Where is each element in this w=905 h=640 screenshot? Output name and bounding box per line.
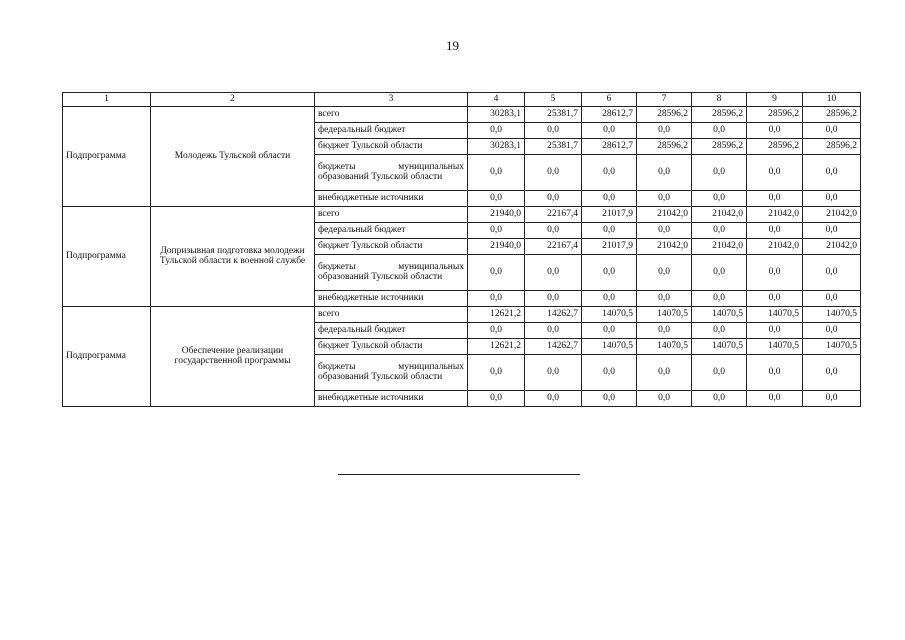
amount-cell: 0,0 <box>637 354 692 390</box>
amount-cell: 0,0 <box>468 122 525 138</box>
signature-line <box>338 474 580 475</box>
amount-cell: 0,0 <box>468 322 525 338</box>
amount-cell: 30283,1 <box>468 138 525 154</box>
amount-cell: 28596,2 <box>692 138 747 154</box>
amount-cell: 0,0 <box>637 154 692 190</box>
amount-cell: 0,0 <box>582 390 637 406</box>
funding-source: федеральный бюджет <box>315 222 468 238</box>
funding-source: всего <box>315 306 468 322</box>
amount-cell: 0,0 <box>468 254 525 290</box>
amount-cell: 0,0 <box>637 390 692 406</box>
amount-cell: 21940,0 <box>468 238 525 254</box>
amount-cell: 0,0 <box>803 322 861 338</box>
amount-cell: 0,0 <box>803 354 861 390</box>
section-kind: Подпрограмма <box>63 106 151 206</box>
funding-source: всего <box>315 206 468 222</box>
amount-cell: 0,0 <box>525 254 582 290</box>
amount-cell: 14070,5 <box>803 338 861 354</box>
amount-cell: 14070,5 <box>747 338 803 354</box>
amount-cell: 14070,5 <box>747 306 803 322</box>
column-header: 7 <box>637 93 692 107</box>
amount-cell: 22167,4 <box>525 206 582 222</box>
funding-source: бюджет Тульской области <box>315 138 468 154</box>
amount-cell: 0,0 <box>747 154 803 190</box>
amount-cell: 28596,2 <box>803 138 861 154</box>
amount-cell: 0,0 <box>692 290 747 306</box>
amount-cell: 21042,0 <box>747 206 803 222</box>
section-name: Обеспечение реализации государственной программы <box>151 306 315 406</box>
amount-cell: 0,0 <box>803 390 861 406</box>
amount-cell: 0,0 <box>803 254 861 290</box>
funding-source: внебюджетные источники <box>315 190 468 206</box>
amount-cell: 0,0 <box>747 354 803 390</box>
page-number: 19 <box>446 38 459 53</box>
amount-cell: 30283,1 <box>468 106 525 122</box>
amount-cell: 0,0 <box>525 322 582 338</box>
amount-cell: 21017,9 <box>582 238 637 254</box>
amount-cell: 14070,5 <box>692 338 747 354</box>
amount-cell: 21042,0 <box>692 206 747 222</box>
amount-cell: 0,0 <box>637 122 692 138</box>
amount-cell: 0,0 <box>582 354 637 390</box>
column-header: 3 <box>315 93 468 107</box>
amount-cell: 0,0 <box>637 222 692 238</box>
amount-cell: 0,0 <box>525 390 582 406</box>
amount-cell: 21042,0 <box>747 238 803 254</box>
funding-source: бюджет Тульской области <box>315 338 468 354</box>
funding-source: бюджеты муниципальных образований Тульской области <box>315 354 468 390</box>
amount-cell: 0,0 <box>692 222 747 238</box>
section-name: Допризывная подготовка молодежи Тульской области к военной службе <box>151 206 315 306</box>
section-kind: Подпрограмма <box>63 206 151 306</box>
column-number-row <box>63 93 861 107</box>
column-header: 4 <box>468 93 525 107</box>
amount-cell: 0,0 <box>468 290 525 306</box>
amount-cell: 21042,0 <box>637 206 692 222</box>
amount-cell: 0,0 <box>525 122 582 138</box>
funding-source: федеральный бюджет <box>315 122 468 138</box>
amount-cell: 0,0 <box>468 390 525 406</box>
amount-cell: 28596,2 <box>692 106 747 122</box>
column-header: 10 <box>803 93 861 107</box>
section-kind: Подпрограмма <box>63 306 151 406</box>
amount-cell: 28612,7 <box>582 106 637 122</box>
table-row <box>63 206 861 222</box>
amount-cell: 28596,2 <box>747 106 803 122</box>
amount-cell: 28612,7 <box>582 138 637 154</box>
amount-cell: 14070,5 <box>637 338 692 354</box>
amount-cell: 0,0 <box>582 322 637 338</box>
funding-source: бюджеты муниципальных образований Тульской области <box>315 254 468 290</box>
amount-cell: 25381,7 <box>525 138 582 154</box>
amount-cell: 25381,7 <box>525 106 582 122</box>
amount-cell: 0,0 <box>582 190 637 206</box>
amount-cell: 0,0 <box>637 290 692 306</box>
amount-cell: 0,0 <box>803 122 861 138</box>
amount-cell: 21042,0 <box>803 238 861 254</box>
amount-cell: 0,0 <box>803 222 861 238</box>
amount-cell: 0,0 <box>637 322 692 338</box>
amount-cell: 14070,5 <box>692 306 747 322</box>
amount-cell: 0,0 <box>525 154 582 190</box>
funding-source: всего <box>315 106 468 122</box>
column-header: 6 <box>582 93 637 107</box>
budget-table <box>62 92 861 407</box>
amount-cell: 0,0 <box>747 322 803 338</box>
amount-cell: 0,0 <box>468 154 525 190</box>
amount-cell: 0,0 <box>582 254 637 290</box>
amount-cell: 0,0 <box>692 122 747 138</box>
funding-source: бюджет Тульской области <box>315 238 468 254</box>
amount-cell: 0,0 <box>692 154 747 190</box>
amount-cell: 0,0 <box>692 322 747 338</box>
amount-cell: 21940,0 <box>468 206 525 222</box>
funding-source: внебюджетные источники <box>315 290 468 306</box>
amount-cell: 0,0 <box>525 290 582 306</box>
amount-cell: 0,0 <box>747 254 803 290</box>
amount-cell: 12621,2 <box>468 338 525 354</box>
amount-cell: 21017,9 <box>582 206 637 222</box>
section-name: Молодежь Тульской области <box>151 106 315 206</box>
amount-cell: 14262,7 <box>525 306 582 322</box>
amount-cell: 0,0 <box>692 254 747 290</box>
funding-source: бюджеты муниципальных образований Тульской области <box>315 154 468 190</box>
amount-cell: 0,0 <box>637 190 692 206</box>
amount-cell: 28596,2 <box>637 106 692 122</box>
amount-cell: 12621,2 <box>468 306 525 322</box>
amount-cell: 0,0 <box>747 390 803 406</box>
amount-cell: 14070,5 <box>582 338 637 354</box>
table-row <box>63 106 861 122</box>
amount-cell: 0,0 <box>747 122 803 138</box>
amount-cell: 14262,7 <box>525 338 582 354</box>
amount-cell: 0,0 <box>468 354 525 390</box>
amount-cell: 0,0 <box>637 254 692 290</box>
amount-cell: 21042,0 <box>692 238 747 254</box>
amount-cell: 0,0 <box>525 190 582 206</box>
column-header: 8 <box>692 93 747 107</box>
column-header: 5 <box>525 93 582 107</box>
amount-cell: 14070,5 <box>582 306 637 322</box>
amount-cell: 0,0 <box>747 290 803 306</box>
amount-cell: 21042,0 <box>803 206 861 222</box>
amount-cell: 0,0 <box>468 190 525 206</box>
amount-cell: 22167,4 <box>525 238 582 254</box>
amount-cell: 0,0 <box>803 290 861 306</box>
amount-cell: 28596,2 <box>747 138 803 154</box>
amount-cell: 0,0 <box>692 390 747 406</box>
amount-cell: 14070,5 <box>637 306 692 322</box>
column-header: 2 <box>151 93 315 107</box>
amount-cell: 0,0 <box>525 354 582 390</box>
amount-cell: 0,0 <box>525 222 582 238</box>
funding-source: внебюджетные источники <box>315 390 468 406</box>
amount-cell: 0,0 <box>747 190 803 206</box>
amount-cell: 0,0 <box>582 290 637 306</box>
amount-cell: 0,0 <box>747 222 803 238</box>
amount-cell: 0,0 <box>692 354 747 390</box>
amount-cell: 0,0 <box>582 222 637 238</box>
funding-source: федеральный бюджет <box>315 322 468 338</box>
amount-cell: 0,0 <box>582 154 637 190</box>
amount-cell: 14070,5 <box>803 306 861 322</box>
amount-cell: 28596,2 <box>803 106 861 122</box>
amount-cell: 0,0 <box>692 190 747 206</box>
table-row <box>63 306 861 322</box>
amount-cell: 0,0 <box>803 190 861 206</box>
amount-cell: 0,0 <box>803 154 861 190</box>
amount-cell: 0,0 <box>582 122 637 138</box>
amount-cell: 0,0 <box>468 222 525 238</box>
column-header: 1 <box>63 93 151 107</box>
amount-cell: 28596,2 <box>637 138 692 154</box>
column-header: 9 <box>747 93 803 107</box>
amount-cell: 21042,0 <box>637 238 692 254</box>
